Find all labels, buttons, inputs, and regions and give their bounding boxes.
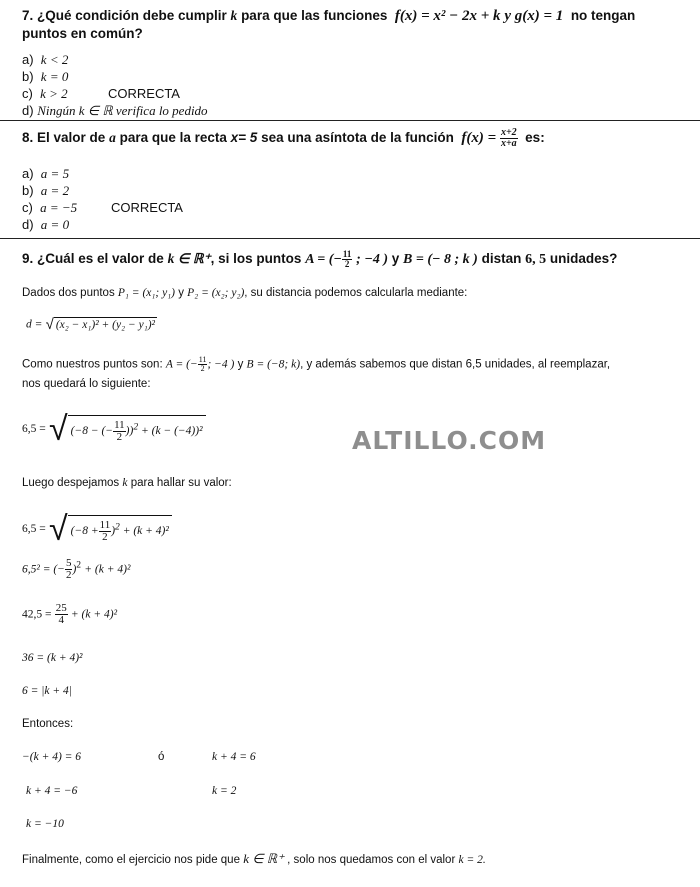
q7-title-line2: puntos en común? xyxy=(22,26,143,41)
case-5: k = −10 xyxy=(26,818,64,830)
equation-4: 42,5 = $\frac{25}{4}$ + (k + 4)² xyxy=(22,602,118,626)
q9-final-sentence: Finalmente, como el ejercicio nos pide que k ∈ ℝ⁺ , solo nos quedamos con el valor k = 2. xyxy=(22,851,486,866)
equation-6: 6 = |k + 4| xyxy=(22,685,72,697)
q8-option-c: c) a = −5 xyxy=(22,200,78,215)
equation-5: 36 = (k + 4)² xyxy=(22,652,83,664)
q8-correct-label: CORRECTA xyxy=(111,200,183,215)
q8-option-b: b) a = 2 xyxy=(22,183,70,198)
equation-2: 6,5 = √ (−8 + $\frac{11}{2}$ )$^2$ + (k + 4)² xyxy=(22,512,172,546)
q7-option-c: c) k > 2 xyxy=(22,86,68,101)
case-3: k + 4 = −6 xyxy=(26,785,78,797)
q9-paragraph-2-line2: nos quedará lo siguiente: xyxy=(22,378,151,390)
q9-title: 9. ¿Cuál es el valor de k ∈ ℝ⁺, si los puntos A = (− $\frac{11}{2}$ ; −4 ) y B = (− 8 ; k ) distan 6, 5 unidades? xyxy=(22,249,618,269)
case-or: ó xyxy=(158,751,165,763)
q7-option-d: d) Ningún k ∈ ℝ verifica lo pedido xyxy=(22,103,208,118)
q8-option-d: d) a = 0 xyxy=(22,217,70,232)
divider-q8-q9 xyxy=(0,238,700,239)
q7-option-a: a) k < 2 xyxy=(22,52,69,67)
q7-correct-label: CORRECTA xyxy=(108,86,180,101)
q8-title: 8. El valor de a para que la recta x= 5 sea una asíntota de la función f(x) = $\frac{x+2}{x+a}$ es: xyxy=(22,127,545,149)
q9-paragraph-3: Luego despejamos k para hallar su valor: xyxy=(22,477,232,489)
q7-function-f: f(x) = x² − 2x + k xyxy=(394,8,501,24)
q9-paragraph-1: Dados dos puntos P₁ = (x₁; y₁) y P₂ = (x₂; y₂), su distancia podemos calcularla mediante: xyxy=(22,287,468,299)
q9-entonces: Entonces: xyxy=(22,718,74,730)
q8-fraction: $\frac{x+2}{x+a}$ xyxy=(500,127,517,149)
q9-A-fraction: $\frac{11}{2}$ xyxy=(342,249,352,269)
case-1: −(k + 4) = 6 xyxy=(22,751,82,763)
equation-1: 6,5 = √ (−8 − (− $\frac{11}{2}$ ))$^2$ + (k − (−4))² xyxy=(22,412,206,446)
altillo-watermark: ALTILLO.COM xyxy=(352,426,547,455)
sqrt-symbol: √ xyxy=(45,316,54,333)
q7-option-b: b) k = 0 xyxy=(22,69,69,84)
equation-3: 6,5² = (− $\frac{5}{2}$ )$^2$ + (k + 4)² xyxy=(22,557,131,581)
divider-q7-q8 xyxy=(0,120,700,121)
q8-option-a: a) a = 5 xyxy=(22,166,70,181)
q9-paragraph-2: Como nuestros puntos son: A = (− $\frac{11}{2}$ ; −4 ) y B = (−8; k), y además sabemos que distan 6,5 unidades, al reemplazar, xyxy=(22,355,611,373)
case-4: k = 2 xyxy=(212,785,237,797)
q7-title: 7. ¿Qué condición debe cumplir k para que las funciones f(x) = x² − 2x + k y g(x) = 1 no tengan xyxy=(22,8,636,24)
q7-function-g: g(x) = 1 xyxy=(514,8,564,24)
case-2: k + 4 = 6 xyxy=(212,751,256,763)
q8-line: x= 5 xyxy=(230,130,258,146)
distance-formula: d = √ (x₂ − x₁)² + (y₂ − y₁)² xyxy=(26,316,155,333)
